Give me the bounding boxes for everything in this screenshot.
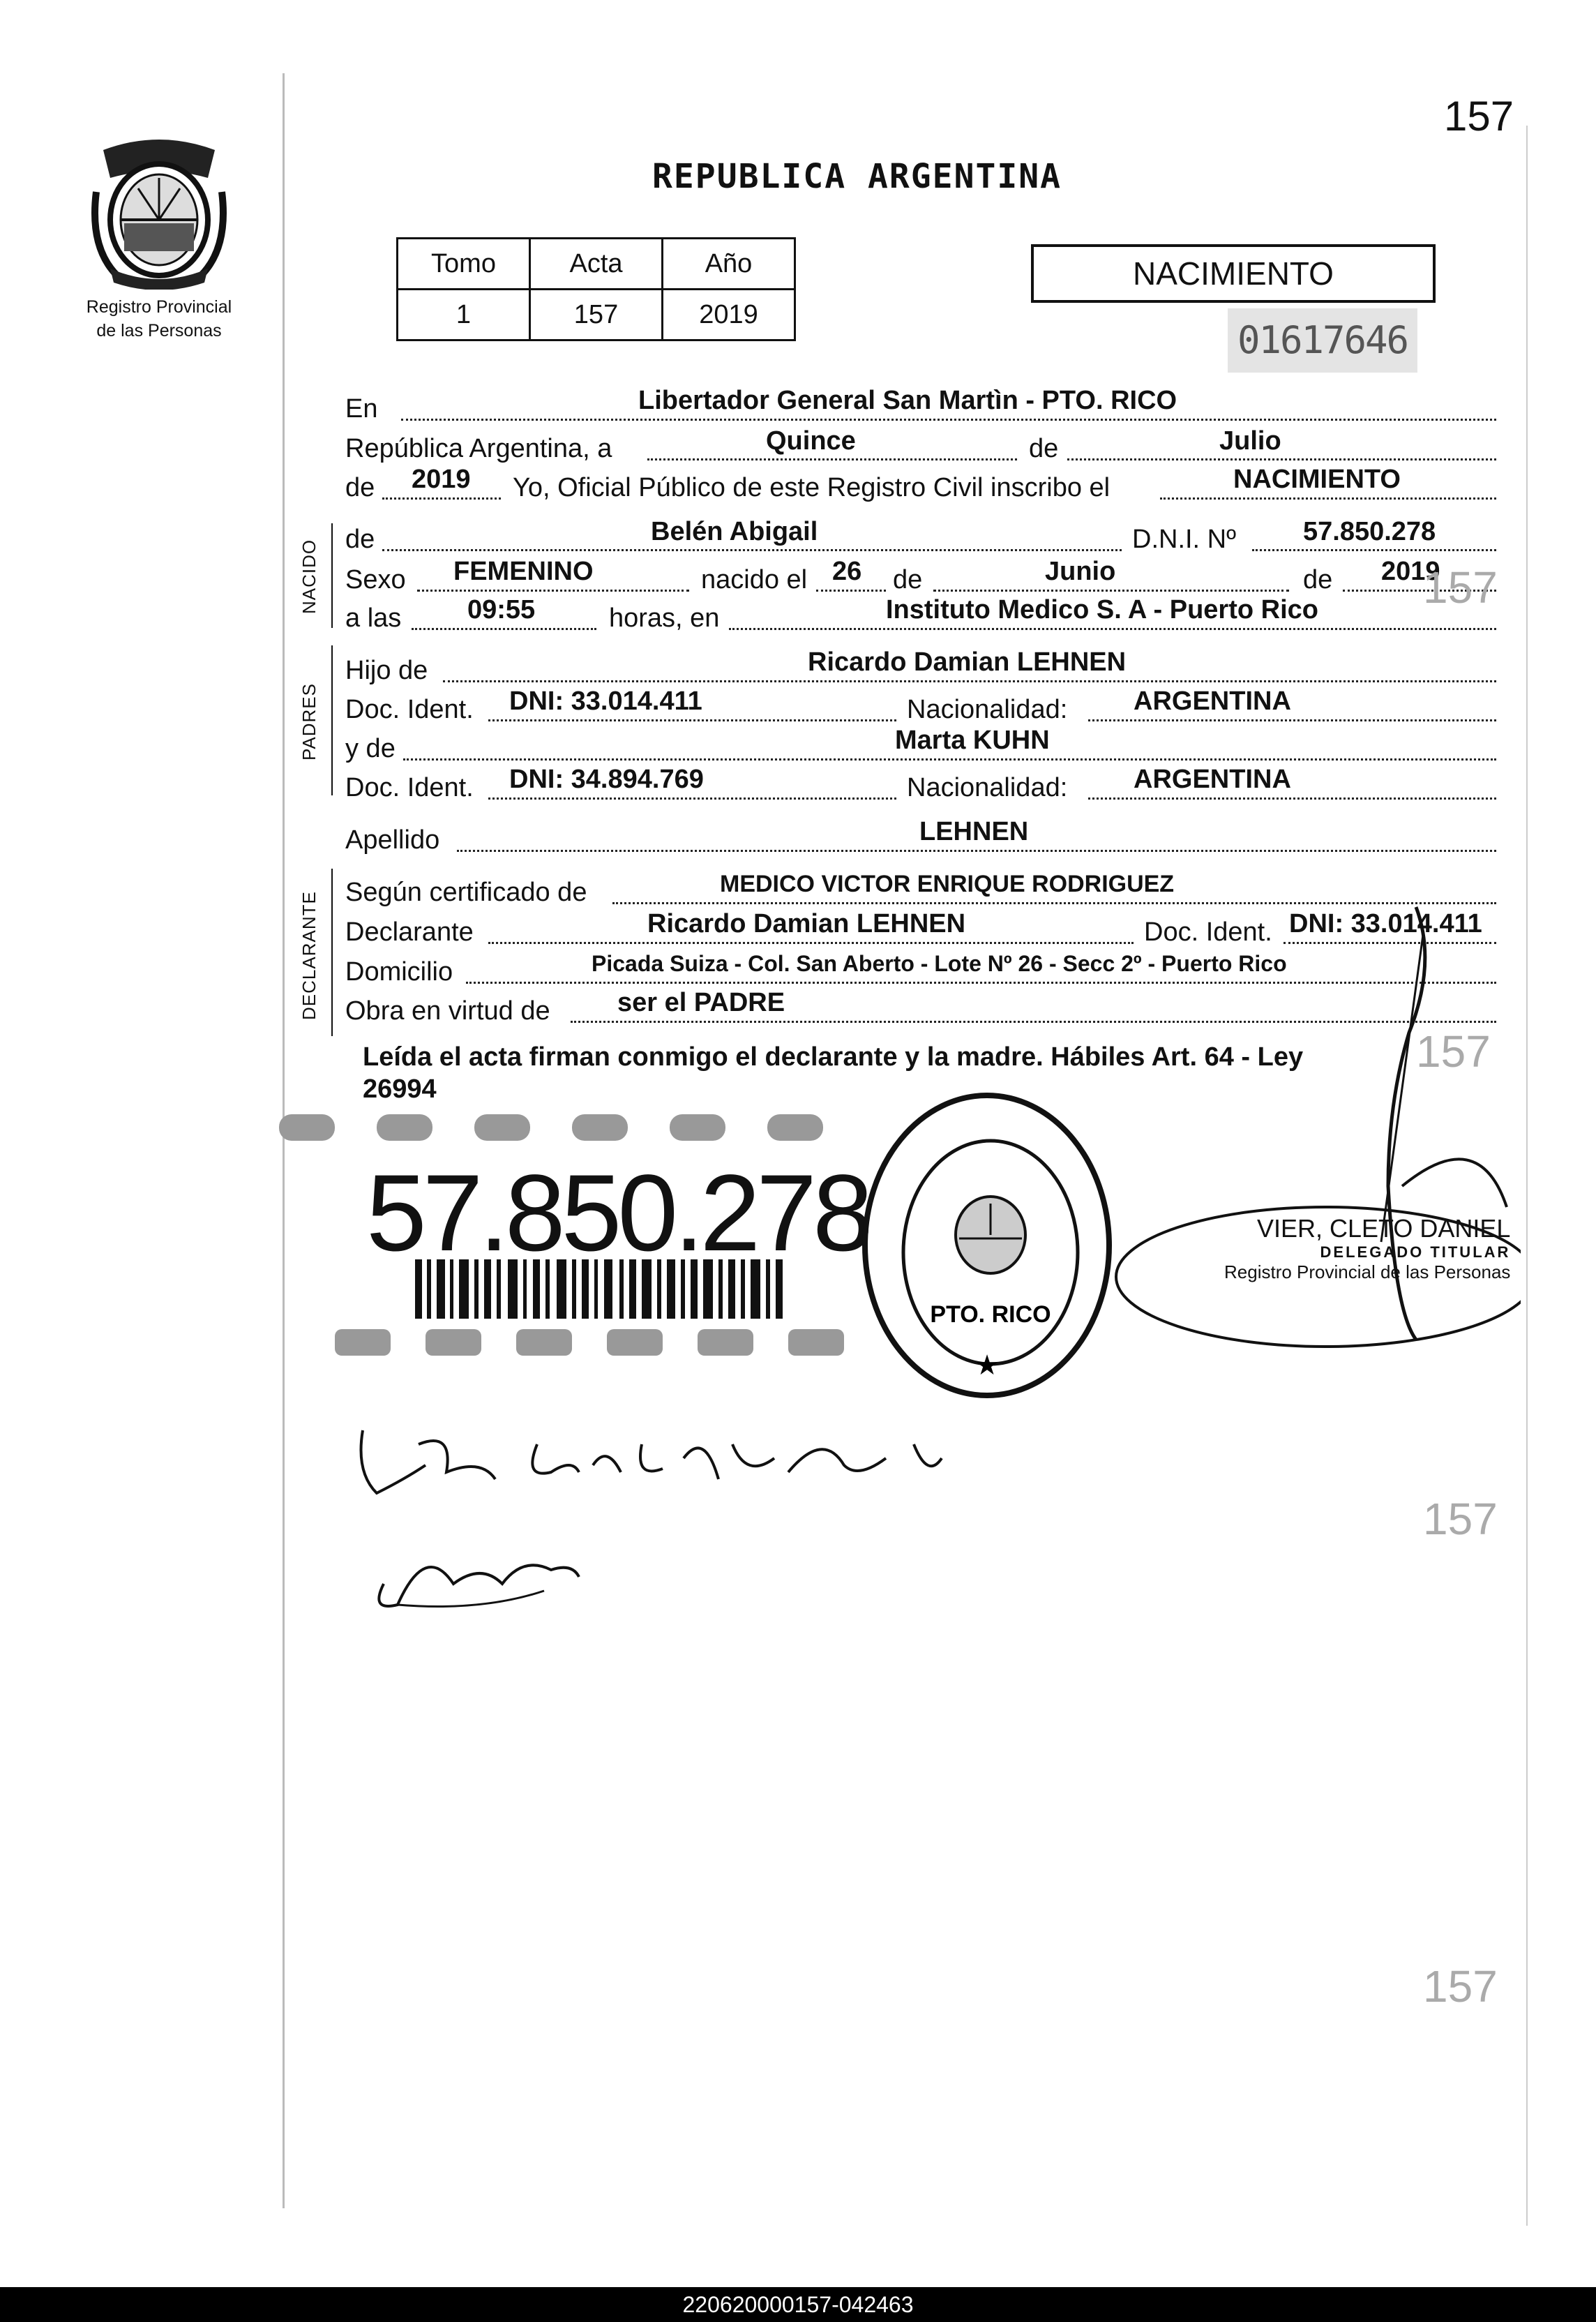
- dotted-line: [488, 797, 896, 800]
- dotted-line: [488, 719, 896, 721]
- value-hora: 09:55: [467, 595, 536, 624]
- dotted-line: [729, 628, 1496, 630]
- value-dni: 57.850.278: [1303, 517, 1436, 546]
- dotted-line: [457, 850, 1496, 852]
- page-number: 157: [1444, 93, 1514, 140]
- label-doc-ident: Doc. Ident.: [345, 695, 474, 724]
- label-en: En: [345, 394, 378, 424]
- dotted-line: [816, 590, 886, 592]
- dotted-line: [382, 497, 501, 500]
- dotted-line: [1252, 549, 1496, 551]
- header-anio: Año: [663, 239, 795, 290]
- right-margin-rule: [1526, 126, 1528, 2226]
- legal-text-line-1: Leída el acta firman conmigo el declarante y la madre. Hábiles Art. 64 - Ley: [363, 1042, 1304, 1072]
- value-madre-dni: DNI: 34.894.769: [509, 765, 704, 794]
- value-acta: 157: [530, 290, 663, 340]
- faint-stamp: 157: [1416, 1026, 1491, 1077]
- label-horas-en: horas, en: [609, 604, 720, 633]
- label-hijo-de: Hijo de: [345, 656, 428, 685]
- value-declarante-dni: DNI: 33.014.411: [1289, 909, 1482, 938]
- faint-stamp: 157: [1423, 1961, 1498, 2012]
- section-rule-nacido: [331, 523, 333, 628]
- value-anio-nac: 2019: [1381, 557, 1440, 586]
- svg-text:★: ★: [974, 1349, 1000, 1381]
- value-declarante: Ricardo Damian LEHNEN: [647, 909, 966, 938]
- value-obra: ser el PADRE: [617, 988, 785, 1017]
- value-apellido: LEHNEN: [919, 817, 1029, 846]
- value-lugar-nac: Instituto Medico S. A - Puerto Rico: [886, 595, 1318, 624]
- value-padre-nac: ARGENTINA: [1134, 687, 1291, 716]
- label-de-y2: de: [1303, 565, 1333, 594]
- label-domicilio: Domicilio: [345, 957, 453, 987]
- stamp-number: 57.850.278: [366, 1153, 869, 1274]
- dotted-line: [443, 680, 1496, 682]
- section-label-declarante: DECLARANTE: [299, 891, 319, 1020]
- value-mes: Julio: [1219, 426, 1281, 456]
- dotted-line: [1160, 497, 1496, 500]
- dotted-line: [403, 758, 1496, 761]
- value-padre-dni: DNI: 33.014.411: [509, 687, 702, 716]
- official-round-stamp-icon: [855, 1085, 1120, 1406]
- section-rule-padres: [331, 645, 333, 795]
- label-nacionalidad: Nacionalidad:: [907, 695, 1068, 724]
- header-acta: Acta: [530, 239, 663, 290]
- section-label-padres: PADRES: [299, 683, 319, 761]
- label-obra: Obra en virtud de: [345, 996, 550, 1026]
- dotted-line: [1067, 458, 1496, 460]
- official-signature: [1088, 893, 1521, 1361]
- label-de-name: de: [345, 525, 375, 554]
- logo-caption-2: de las Personas: [96, 321, 222, 340]
- official-name: VIER, CLETO DANIEL: [1256, 1214, 1511, 1243]
- label-dni: D.N.I. Nº: [1132, 525, 1236, 554]
- value-nombre: Belén Abigail: [651, 517, 818, 546]
- value-tomo: 1: [398, 290, 530, 340]
- value-dia: Quince: [766, 426, 856, 456]
- parent-signatures: [342, 1402, 970, 1626]
- legal-text-line-2: 26994: [363, 1074, 437, 1104]
- dotted-line: [1088, 797, 1496, 800]
- dotted-line: [647, 458, 1017, 460]
- dotted-line: [933, 590, 1289, 592]
- provincial-seal-icon: [89, 136, 229, 290]
- label-segun: Según certificado de: [345, 878, 587, 907]
- label-de-year: de: [345, 473, 375, 502]
- label-de: de: [1029, 434, 1059, 463]
- record-table: [396, 237, 796, 341]
- section-rule-declarante: [331, 869, 333, 1036]
- label-apellido: Apellido: [345, 825, 440, 855]
- faint-stamp: 157: [1423, 1494, 1498, 1544]
- faint-stamp: 157: [1423, 562, 1498, 613]
- dotted-line: [1088, 719, 1496, 721]
- label-sexo: Sexo: [345, 565, 406, 594]
- dotted-line: [401, 419, 1496, 421]
- dotted-line: [382, 549, 1122, 551]
- value-dia-nac: 26: [832, 557, 862, 586]
- value-sexo: FEMENINO: [453, 557, 594, 586]
- header-tomo: Tomo: [398, 239, 530, 290]
- label-nacido-el: nacido el: [701, 565, 808, 594]
- label-yo: Yo, Oficial Público de este Registro Civil inscribo el: [513, 473, 1111, 502]
- value-certificado: MEDICO VICTOR ENRIQUE RODRIGUEZ: [720, 871, 1175, 897]
- serial-number: 01617646: [1228, 308, 1417, 373]
- label-a-las: a las: [345, 604, 402, 633]
- stamp-inner-text: PTO. RICO: [930, 1301, 1051, 1328]
- label-declarante: Declarante: [345, 917, 474, 947]
- value-mes-nac: Junio: [1045, 557, 1116, 586]
- document-title: REPUBLICA ARGENTINA: [652, 157, 1062, 196]
- label-de-month: de: [893, 565, 923, 594]
- record-type-box: NACIMIENTO: [1031, 244, 1436, 303]
- value-domicilio: Picada Suiza - Col. San Aberto - Lote Nº 26 - Secc 2º - Puerto Rico: [592, 951, 1287, 976]
- value-lugar: Libertador General San Martìn - PTO. RICO: [638, 386, 1177, 415]
- dotted-line: [488, 942, 1134, 944]
- value-anio: 2019: [663, 290, 795, 340]
- label-nacionalidad-2: Nacionalidad:: [907, 773, 1068, 802]
- dotted-line: [417, 590, 689, 592]
- official-org: Registro Provincial de las Personas: [1224, 1261, 1511, 1282]
- value-madre: Marta KUHN: [895, 726, 1050, 755]
- dotted-line: [412, 628, 596, 630]
- value-padre: Ricardo Damian LEHNEN: [808, 647, 1127, 677]
- label-doc-ident-3: Doc. Ident.: [1144, 917, 1272, 947]
- official-role: DELEGADO TITULAR: [1320, 1243, 1511, 1261]
- value-acto: NACIMIENTO: [1233, 465, 1401, 494]
- value-madre-nac: ARGENTINA: [1134, 765, 1291, 794]
- official-signature-block: [1224, 1214, 1510, 1283]
- label-republica: República Argentina, a: [345, 434, 612, 463]
- registry-logo: [75, 136, 243, 340]
- label-doc-ident-2: Doc. Ident.: [345, 773, 474, 802]
- section-label-nacido: NACIDO: [299, 539, 319, 614]
- document-id-footer: 220620000157-042463: [0, 2287, 1596, 2322]
- value-anio: 2019: [412, 465, 471, 494]
- logo-caption-1: Registro Provincial: [86, 297, 232, 317]
- label-y-de: y de: [345, 734, 396, 763]
